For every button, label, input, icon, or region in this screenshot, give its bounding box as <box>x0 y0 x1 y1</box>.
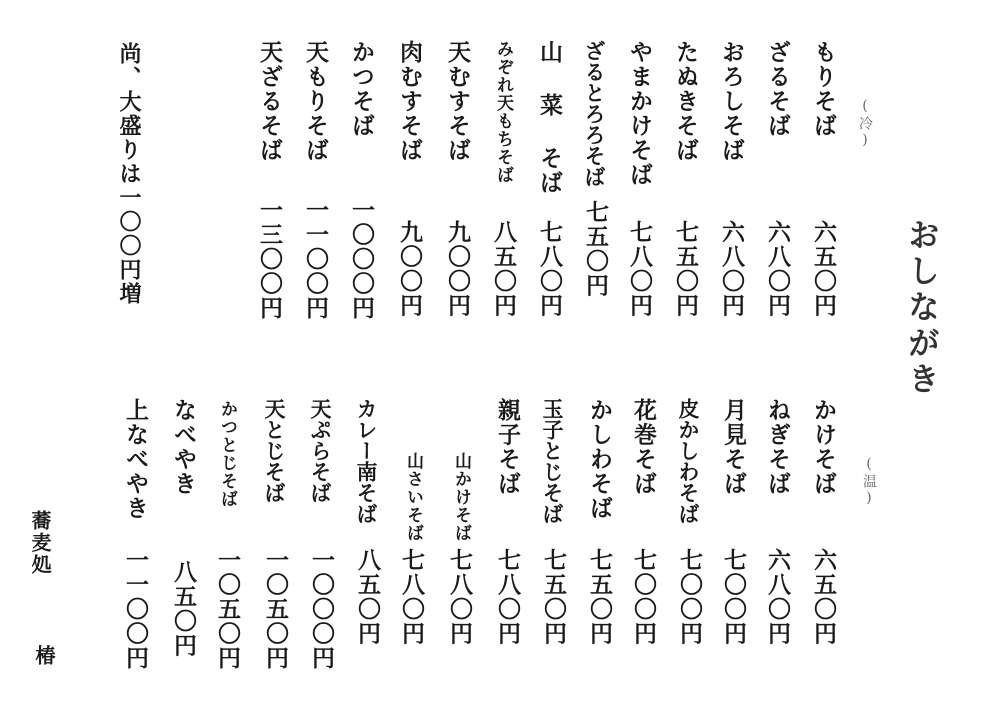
cold-item-name: ざるとろろそば <box>582 40 607 187</box>
warm-item-price: 六八〇円 <box>764 548 791 646</box>
cold-item-price: 一一〇〇円 <box>302 198 329 321</box>
menu-title: おしながき <box>903 218 941 398</box>
cold-item-name: 天むすそば <box>444 40 471 163</box>
cold-item-price: 九〇〇円 <box>396 220 423 318</box>
cold-item-name: やまかけそば <box>626 40 653 187</box>
warm-item-name: ねぎそば <box>764 398 791 496</box>
warm-item-name: 月見そば <box>720 398 747 496</box>
large-serving-note: 尚、大盛りは一〇〇円増 <box>116 42 142 306</box>
warm-item-name: かしわそば <box>586 398 613 521</box>
warm-item-name: 玉子とじそば <box>540 398 565 524</box>
warm-item-name: 天とじそば <box>262 398 287 503</box>
warm-item-name: 天ぷらそば <box>308 398 333 503</box>
warm-item-name: 皮かしわそば <box>676 398 701 524</box>
cold-item-name: 天ざるそば <box>256 40 283 163</box>
cold-item-price: 七五〇円 <box>672 220 699 318</box>
cold-item-name: おろしそば <box>718 40 745 163</box>
cold-item-price: 七八〇円 <box>536 220 563 318</box>
warm-item-name: 山さいそば <box>403 452 423 542</box>
warm-item-price: 一〇五〇円 <box>214 548 241 671</box>
warm-item-price: 七八〇円 <box>494 548 521 646</box>
shop-name: 椿 <box>32 645 56 667</box>
warm-item-price: 八五〇円 <box>354 548 381 646</box>
warm-item-price: 七八〇円 <box>446 548 473 646</box>
cold-item-name: もりそば <box>810 40 837 138</box>
warm-item-price: 一〇〇〇円 <box>308 548 335 671</box>
warm-item-name: 親子そば <box>494 398 521 496</box>
cold-item-name: たぬきそば <box>672 40 699 163</box>
cold-item-price: 七五〇円 <box>582 200 609 298</box>
warm-item-name: 花巻そば <box>630 398 657 496</box>
warm-item-name: カレー南そば <box>354 398 379 524</box>
cold-item-name: みぞれ天もちそば <box>493 40 513 184</box>
cold-item-price: 七八〇円 <box>626 220 653 318</box>
warm-item-name: かけそば <box>810 398 837 496</box>
warm-item-price: 一〇五〇円 <box>262 548 289 671</box>
cold-section-label: (冷) <box>857 98 873 150</box>
cold-item-name: 山 菜 そば <box>536 40 563 195</box>
cold-item-name: かつそば <box>348 40 375 138</box>
cold-item-price: 六五〇円 <box>810 220 837 318</box>
cold-item-name: 天もりそば <box>302 40 329 163</box>
cold-item-price: 一〇〇〇円 <box>348 198 375 321</box>
cold-item-price: 八五〇円 <box>490 220 517 318</box>
warm-item-price: 七〇〇円 <box>720 548 747 646</box>
warm-item-price: 一一〇〇円 <box>122 548 149 671</box>
warm-item-price: 七八〇円 <box>398 548 425 646</box>
cold-item-name: ざるそば <box>764 40 791 138</box>
warm-item-price: 八五〇円 <box>170 560 197 658</box>
cold-item-price: 一三〇〇円 <box>256 198 283 321</box>
warm-item-price: 七〇〇円 <box>676 548 703 646</box>
warm-item-price: 六五〇円 <box>810 548 837 646</box>
warm-item-name: 上なべやき <box>122 398 149 521</box>
warm-item-name: かつとじそば <box>217 400 237 508</box>
warm-item-name: 山かけそば <box>451 452 471 542</box>
warm-item-price: 七〇〇円 <box>630 548 657 646</box>
cold-item-price: 六八〇円 <box>764 220 791 318</box>
shop-label: 蕎麦処 <box>28 510 52 576</box>
cold-item-name: 肉むすそば <box>396 40 423 163</box>
cold-item-price: 九〇〇円 <box>444 220 471 318</box>
warm-item-price: 七五〇円 <box>586 548 613 646</box>
cold-item-price: 六八〇円 <box>718 220 745 318</box>
warm-item-price: 七五〇円 <box>540 548 567 646</box>
warm-section-label: (温) <box>861 456 877 508</box>
warm-item-name: なべやき <box>170 398 197 496</box>
